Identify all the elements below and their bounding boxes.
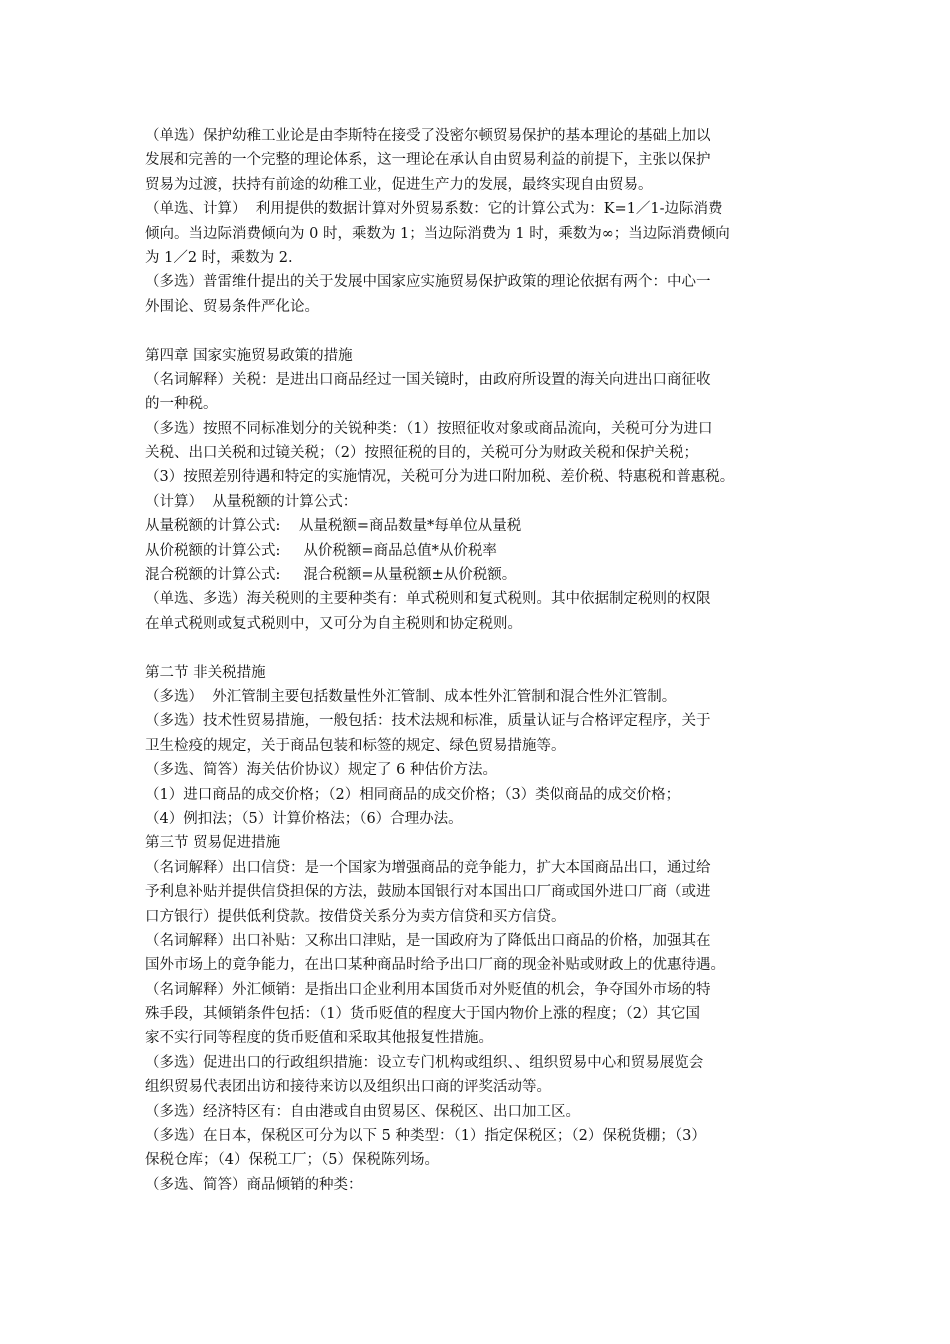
text-line: （多选）按照不同标准划分的关锐种类：（1）按照征收对象或商品流向，关税可分为进口 — [145, 420, 713, 437]
text-line: 外围论、贸易条件严化论。 — [145, 298, 319, 315]
paragraph-gap — [145, 319, 815, 343]
text-line: （多选） 外汇管制主要包括数量性外汇管制、成本性外汇管制和混合性外汇管制。 — [145, 688, 677, 705]
text-line: （4）例扣法；（5）计算价格法；（6）合理办法。 — [145, 810, 463, 827]
chapter-heading: 第四章 国家实施贸易政策的措施 — [145, 347, 353, 364]
text-line: 关税、出口关税和过镜关税；（2）按照征税的目的，关税可分为财政关税和保护关税； — [145, 445, 698, 462]
text-line: 殊手段，其倾销条件包括：（1）货币贬值的程度大于国内物价上涨的程度；（2）其它国 — [145, 1006, 700, 1023]
text-line: （1）进口商品的成交价格；（2）相同商品的成交价格；（3）类似商品的成交价格； — [145, 786, 681, 803]
text-line: （多选、简答）海关估价协议）规定了 6 种估价方法。 — [145, 762, 497, 779]
text-line: （多选）促进出口的行政组织措施：设立专门机构或组织、、组织贸易中心和贸易展览会 — [145, 1054, 704, 1071]
text-line: （多选）普雷维什提出的关于发展中国家应实施贸易保护政策的理论依据有两个：中心一 — [145, 274, 711, 291]
text-line: （多选）在日本，保税区可分为以下 5 种类型：（1）指定保税区；（2）保税货棚；（3） — [145, 1128, 706, 1145]
text-line: 予利息补贴并提供信贷担保的方法，鼓励本国银行对本国出口厂商或国外进口厂商（或进 — [145, 884, 711, 901]
section-heading: 第三节 贸易促进措施 — [145, 835, 281, 852]
formula-line: 从量税额的计算公式: 从量税额=商品数量*每单位从量税 — [145, 518, 522, 535]
text-line: 发展和完善的一个完整的理论体系，这一理论在承认自由贸易利益的前提下，主张以保护 — [145, 152, 711, 169]
text-line: 保税仓库；（4）保税工厂；（5）保税陈列场。 — [145, 1152, 439, 1169]
text-line: （名词解释）关税：是进出口商品经过一国关镜时，由政府所设置的海关向进出口商征收 — [145, 371, 711, 388]
text-line: 口方银行）提供低利贷款。按借贷关系分为卖方信贷和买方信贷。 — [145, 908, 566, 925]
text-line: 组织贸易代表团出访和接待来访以及组织出口商的评奖活动等。 — [145, 1079, 551, 1096]
text-line: 倾向。当边际消费倾向为 0 时，乘数为 1；当边际消费为 1 时，乘数为∞；当边际消费倾向 — [145, 225, 730, 242]
text-line: （名词解释）外汇倾销：是指出口企业利用本国货币对外贬值的机会，争夺国外市场的特 — [145, 981, 711, 998]
text-line: （单选）保护幼稚工业论是由李斯特在接受了没密尔顿贸易保护的基本理论的基础上加以 — [145, 128, 711, 144]
document-page — [145, 124, 815, 1197]
text-line: （计算） 从量税额的计算公式： — [145, 493, 358, 510]
text-line: 在单式税则或复式税则中，又可分为自主税则和协定税则。 — [145, 615, 522, 632]
text-line: （名词解释）出口补贴：又称出口津贴，是一国政府为了降低出口商品的价格，加强其在 — [145, 932, 711, 949]
text-line: （多选）经济特区有：自由港或自由贸易区、保税区、出口加工区。 — [145, 1103, 580, 1120]
text-line: 贸易为过渡，扶持有前途的幼稚工业，促进生产力的发展，最终实现自由贸易。 — [145, 176, 653, 193]
text-line: 的一种税。 — [145, 396, 218, 413]
text-line: （单选、多选）海关税则的主要种类有：单式税则和复式税则。其中依据制定税则的权限 — [145, 591, 711, 608]
text-line: （多选）技术性贸易措施，一般包括：技术法规和标准，质量认证与合格评定程序，关于 — [145, 713, 711, 730]
text-line: （3）按照差别待遇和特定的实施情况，关税可分为进口附加税、差价税、特惠税和普惠税。 — [145, 469, 735, 486]
formula-line: 混合税额的计算公式: 混合税额=从量税额±从价税额。 — [145, 567, 517, 584]
text-line: （单选、计算） 利用提供的数据计算对外贸易系数：它的计算公式为：K=1／1-边际消费 — [145, 201, 723, 218]
formula-line: 从价税额的计算公式: 从价税额=商品总值*从价税率 — [145, 542, 497, 559]
text-line: 家不实行同等程度的货币贬值和采取其他报复性措施。 — [145, 1030, 493, 1047]
text-line: （名词解释）出口信贷：是一个国家为增强商品的竞争能力，扩大本国商品出口，通过给 — [145, 859, 711, 876]
text-line: （多选、简答）商品倾销的种类： — [145, 1176, 363, 1193]
text-line: 为 1／2 时，乘数为 2. — [145, 249, 293, 266]
text-line: 国外市场上的竟争能力，在出口某种商品时给予出口厂商的现金补贴或财政上的优惠待遇。 — [145, 957, 725, 974]
text-line: 卫生检疫的规定，关于商品包装和标签的规定、绿色贸易措施等。 — [145, 737, 566, 754]
paragraph-gap — [145, 636, 815, 660]
section-heading: 第二节 非关税措施 — [145, 664, 266, 681]
